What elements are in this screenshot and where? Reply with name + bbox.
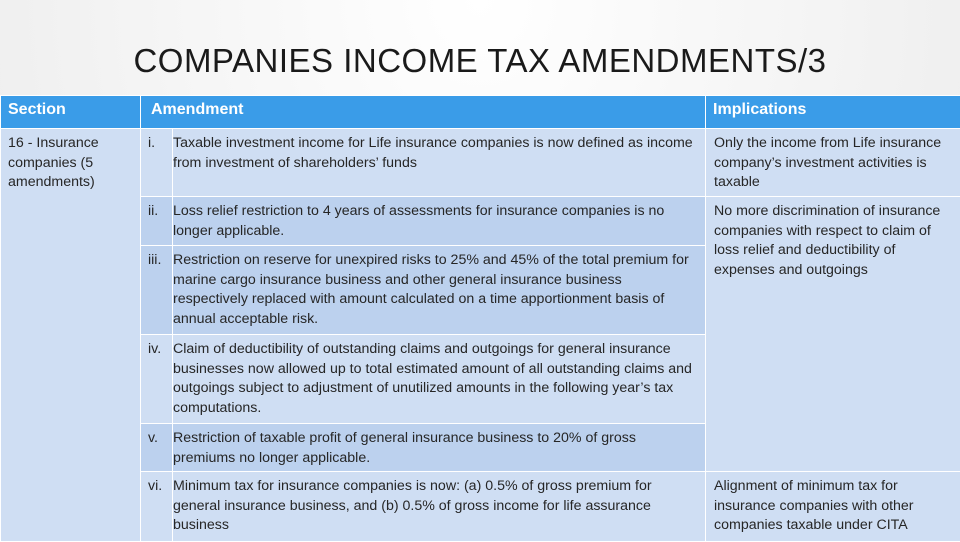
amendment-number: v. — [141, 424, 173, 472]
amendment-text: Restriction of taxable profit of general insurance business to 20% of gross premiums no longer applicable. — [173, 424, 706, 472]
section-label: 16 - Insurance companies (5 amendments) — [1, 129, 141, 542]
slide-title: COMPANIES INCOME TAX AMENDMENTS/3 — [0, 42, 960, 80]
table-row — [1, 472, 960, 542]
amendment-number: ii. — [141, 197, 173, 246]
amendment-number: i. — [141, 129, 173, 197]
amendments-table — [0, 95, 960, 542]
implication-text: Only the income from Life insurance company’s investment activities is taxable — [706, 129, 960, 197]
implication-text: No more discrimination of insurance companies with respect to claim of loss relief and deductibility of expenses and outgoings — [706, 197, 960, 472]
amendment-text: Restriction on reserve for unexpired risks to 25% and 45% of the total premium for marine cargo insurance business and other general insurance business respectively replaced with amount calculated on a time apportionment basis of annual acceptable risk. — [173, 246, 706, 335]
amendment-text: Loss relief restriction to 4 years of assessments for insurance companies is no longer applicable. — [173, 197, 706, 246]
amendment-text: Claim of deductibility of outstanding claims and outgoings for general insurance businesses now allowed up to total estimated amount of all outstanding claims and outgoings subject to adjustment of unutilized amounts in the following year’s tax computations. — [173, 335, 706, 424]
implication-text: Alignment of minimum tax for insurance companies with other companies taxable under CITA — [706, 472, 960, 542]
amendment-text: Taxable investment income for Life insurance companies is now defined as income from investment of shareholders’ funds — [173, 129, 706, 197]
amendment-number: iii. — [141, 246, 173, 335]
table-header-row — [1, 96, 960, 129]
amendment-text: Minimum tax for insurance companies is now: (a) 0.5% of gross premium for general insurance business, and (b) 0.5% of gross income for life assurance business — [173, 472, 706, 542]
amendment-number: iv. — [141, 335, 173, 424]
header-implications: Implications — [706, 96, 960, 129]
header-amendment: Amendment — [141, 96, 706, 129]
table-row — [1, 197, 960, 246]
table-row — [1, 129, 960, 197]
amendment-number: vi. — [141, 472, 173, 542]
header-section: Section — [1, 96, 141, 129]
